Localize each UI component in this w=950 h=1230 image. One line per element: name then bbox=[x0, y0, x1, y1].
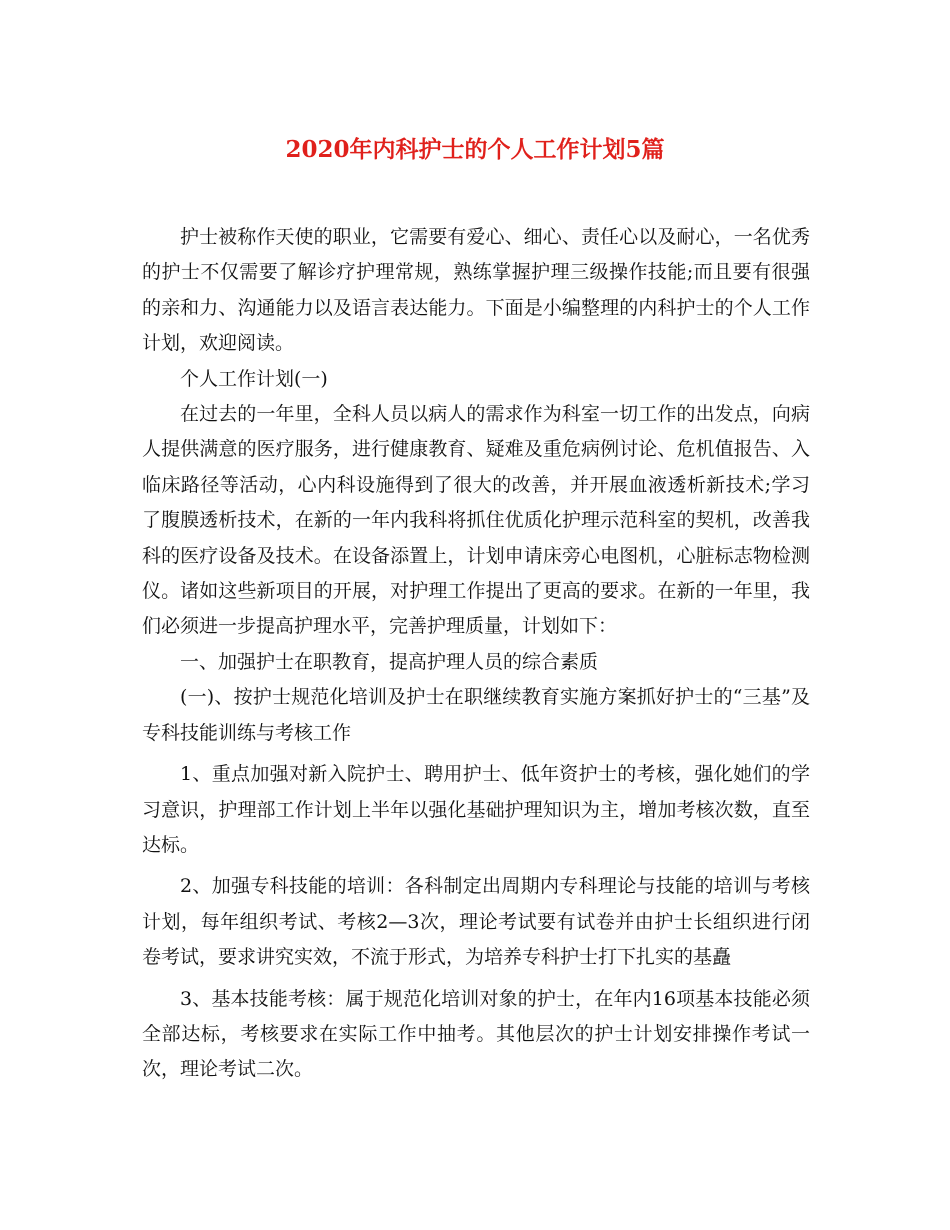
document-title: 2020年内科护士的个人工作计划5篇 bbox=[285, 136, 665, 163]
plan-one-heading: 个人工作计划(一) bbox=[180, 367, 328, 390]
intro-paragraph: 护士被称作天使的职业，它需要有爱心、细心、责任心以及耐心，一名优秀的护士不仅需要了解诊疗护理常规，熟练掌握护理三级操作技能;而且要有很强的亲和力、沟通能力以及语言表达能力。下面是小编整理的内科护士的个人工作计划，欢迎阅读。 bbox=[142, 226, 810, 355]
item-2-paragraph: 2、加强专科技能的培训：各科制定出周期内专科理论与技能的培训与考核计划，每年组织考试、考核2—3次，理论考试要有试卷并由护士长组织进行闭卷考试，要求讲究实效，不流于形式，为培养专科护士打下扎实的基矗 bbox=[142, 875, 810, 969]
item-3-paragraph: 3、基本技能考核：属于规范化培训对象的护士，在年内16项基本技能必须全部达标，考核要求在实际工作中抽考。其他层次的护士计划安排操作考试一次，理论考试二次。 bbox=[142, 987, 810, 1081]
document-body bbox=[142, 220, 810, 1088]
item-1-paragraph: 1、重点加强对新入院护士、聘用护士、低年资护士的考核，强化她们的学习意识，护理部工作计划上半年以强化基础护理知识为主，增加考核次数，直至达标。 bbox=[142, 763, 810, 856]
subsection-one-heading: (一)、按护士规范化培训及护士在职继续教育实施方案抓好护士的“三基”及专科技能训练与考核工作 bbox=[142, 686, 810, 744]
section-one-heading: 一、加强护士在职教育，提高护理人员的综合素质 bbox=[180, 650, 599, 673]
plan-one-paragraph: 在过去的一年里，全科人员以病人的需求作为科室一切工作的出发点，向病人提供满意的医疗服务，进行健康教育、疑难及重危病例讨论、危机值报告、入临床路径等活动，心内科设施得到了很大的改善，并开展血液透析新技术;学习了腹膜透析技术，在新的一年内我科将抓住优质化护理示范科室的契机，改善我科的医疗设备及技术。在设备添置上，计划申请床旁心电图机，心脏标志物检测仪。诸如这些新项目的开展，对护理工作提出了更高的要求。在新的一年里，我们必须进一步提高护理水平，完善护理质量，计划如下： bbox=[142, 403, 810, 638]
